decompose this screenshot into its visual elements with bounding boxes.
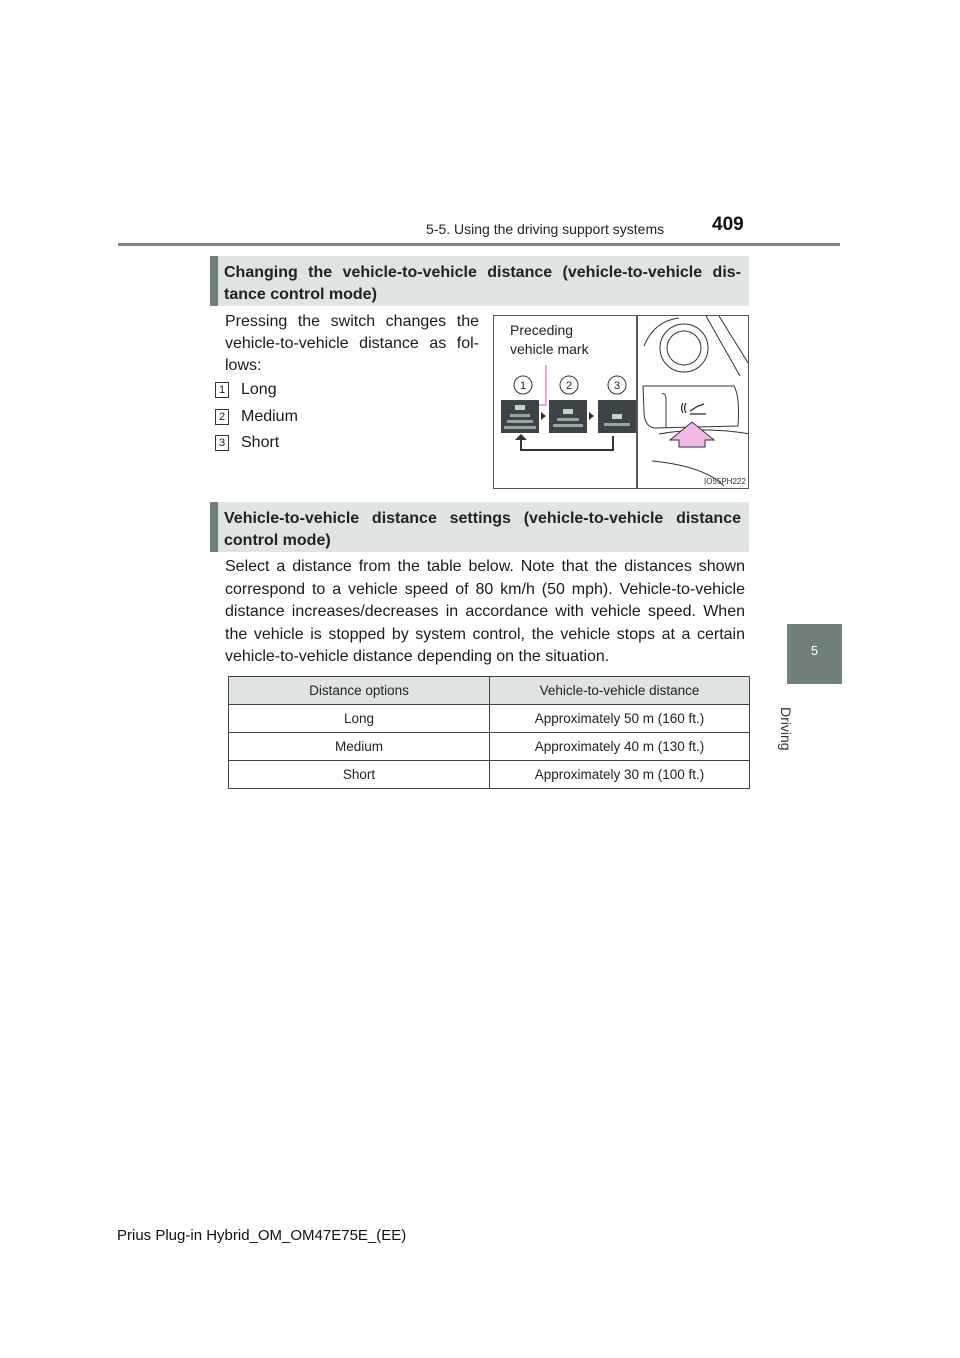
body-paragraph: Select a distance from the table below. Note that the distances shown correspond to a vehicle speed of 80 km/h (50 mph). Vehicle-to-vehicle distance increases/decreases in accordance with vehicle speed. When the vehicle is stopped by system control, the vehicle stops at a certain vehicle-to-vehicle distance depending on the situation. [225, 558, 745, 665]
arrow-up-icon [515, 434, 527, 440]
figure-code: IO55PH222 [704, 477, 746, 486]
running-head: 5-5. Using the driving support systems [426, 221, 665, 237]
switch-icon [682, 403, 707, 414]
return-loop-line [521, 436, 613, 450]
document-footer: Prius Plug-in Hybrid_OM_OM47E75E_(EE) [117, 1227, 407, 1244]
section-heading-distance-settings: Vehicle-to-vehicle distance settings (vehicle-to-vehicle distance control mode) [210, 502, 749, 552]
svg-text:2: 2 [565, 380, 573, 392]
arrow-right-icon [541, 412, 546, 420]
table-cell: Medium [229, 733, 490, 761]
display-short [598, 400, 636, 433]
step-label: Long [241, 381, 277, 398]
intro-paragraph: Pressing the switch changes the vehicle-to-vehicle distance as fol- lows: [225, 313, 479, 374]
step-label: Medium [241, 408, 298, 425]
table-cell: Approximately 50 m (160 ft.) [490, 705, 750, 733]
svg-text:3: 3 [613, 380, 621, 392]
step-item-medium [215, 408, 298, 426]
arrow-right-icon [589, 412, 594, 420]
display-medium [549, 400, 587, 433]
step-number: 3 [215, 435, 229, 451]
section-heading-changing-distance: Changing the vehicle-to-vehicle distance (vehicle-to-vehicle dis- tance control mode) [210, 256, 749, 306]
step-label: Short [241, 434, 280, 451]
callout-line [536, 365, 546, 405]
chapter-title: Driving [778, 707, 794, 751]
table-cell: Approximately 30 m (100 ft.) [490, 761, 750, 789]
step-number: 2 [215, 409, 229, 425]
marker-3 [608, 376, 626, 394]
marker-1 [514, 376, 532, 394]
column-header: Vehicle-to-vehicle distance [490, 677, 750, 705]
table-cell: Long [229, 705, 490, 733]
svg-text:1: 1 [519, 380, 527, 392]
press-arrow-icon [670, 422, 714, 447]
figure-caption: Preceding vehicle mark [510, 322, 589, 357]
distance-table [228, 676, 750, 789]
table-cell: Short [229, 761, 490, 789]
step-number: 1 [215, 382, 229, 398]
table-row [229, 733, 750, 761]
display-long [501, 400, 539, 433]
step-item-long [215, 381, 277, 399]
table-row [229, 705, 750, 733]
column-header: Distance options [229, 677, 490, 705]
marker-2 [560, 376, 578, 394]
table-header-row [229, 677, 750, 705]
step-item-short [215, 434, 279, 452]
page-number: 409 [712, 214, 744, 235]
chapter-tab [787, 624, 842, 684]
header-rule [118, 243, 840, 246]
table-row [229, 761, 750, 789]
table-cell: Approximately 40 m (130 ft.) [490, 733, 750, 761]
chapter-number: 5 [810, 643, 819, 658]
